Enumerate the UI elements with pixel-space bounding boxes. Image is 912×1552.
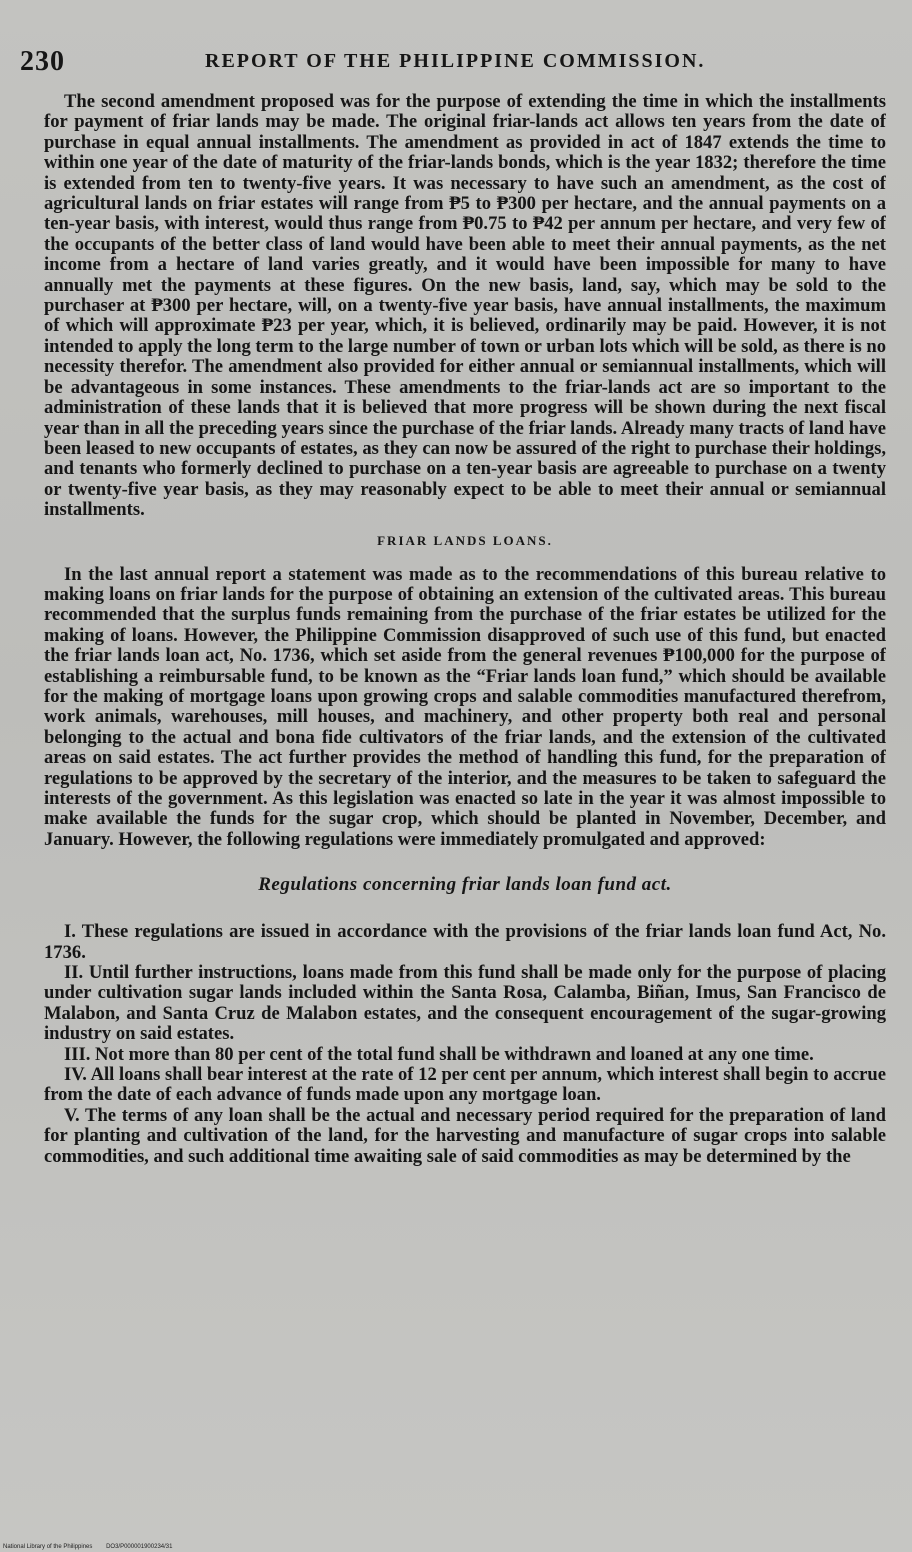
page-number: 230 <box>20 46 65 77</box>
regulation-item: IV. All loans shall bear interest at the rate of 12 per cent per annum, which interest shall begin to accrue from the date of each advance of funds made upon any mortgage loan. <box>44 1064 886 1106</box>
footer-record-id: DO3/P000001900234/31 <box>106 1544 173 1550</box>
scan-footer <box>3 1544 172 1550</box>
regulation-item: V. The terms of any loan shall be the actual and necessary period required for the preparation of land for planting and cultivation of the land, for the harvesting and manufacture of sugar crops into salable commodities, and such additional time awaiting sale of said commodities as may be determined by the <box>44 1104 886 1167</box>
section-heading: FRIAR LANDS LOANS. <box>377 532 553 548</box>
regulation-item: I. These regulations are issued in accordance with the provisions of the friar lands loan fund Act, No. 1736. <box>44 921 886 963</box>
paragraph-loans: In the last annual report a statement was made as to the recommendations of this bureau relative to making loans on friar lands for the purpose of obtaining an extension of the cultivated areas. This bureau recommended that the surplus funds remaining from the purchase of the friar estates be utilized for the making of loans. However, the Philippine Commission disapproved of such use of this fund, but enacted the friar lands loan act, No. 1736, which set aside from the general revenues ₱100,000 for the purpose of establishing a reimbursable fund, to be known as the “Friar lands loan fund,” which should be available for the making of mortgage loans upon growing crops and salable commodities manufactured therefrom, work animals, warehouses, mill houses, and machinery, and other property both real and personal belonging to the actual and bona fide cultivators of the friar lands, and the extension of the cultivated areas on said estates. The act further provides the method of handling this fund, for the preparation of regulations to be approved by the secretary of the interior, and the measures to be taken to safeguard the interests of the government. As this legislation was enacted so late in the year it was almost impossible to make available the funds for the sugar crop, which should be planted in November, December, and January. However, the following regulations were immediately promulgated and approved: <box>44 563 886 850</box>
running-head: REPORT OF THE PHILIPPINE COMMISSION. <box>205 50 706 72</box>
footer-library: National Library of the Philippines <box>3 1544 93 1550</box>
regulations-heading: Regulations concerning friar lands loan fund act. <box>258 874 672 896</box>
page-body <box>44 92 886 1532</box>
regulation-item: III. Not more than 80 per cent of the total fund shall be withdrawn and loaned at any one time. <box>64 1043 814 1065</box>
paragraph-amendment: The second amendment proposed was for the purpose of extending the time in which the installments for payment of friar lands may be made. The original friar-lands act allows ten years from the date of purchase in equal annual installments. The amendment as provided in act of 1847 extends the time to within one year of the date of maturity of the friar-lands bonds, which is the year 1832; therefore the time is extended from ten to twenty-five years. It was necessary to have such an amendment, as the cost of agricultural lands on friar estates will range from ₱5 to ₱300 per hectare, and the annual payments on a ten-year basis, with interest, would thus range from ₱0.75 to ₱42 per annum per hectare, and very few of the occupants of the better class of land would have been able to meet their annual payments, as the net income from a hectare of land varies greatly, and it would have been impossible for many to have annually met the payments at these figures. On the new basis, land, say, which may be sold to the purchaser at ₱300 per hectare, will, on a twenty-five year basis, have annual installments, the maximum of which will approximate ₱23 per year, which, it is believed, ordinarily may be paid. However, it is not intended to apply the long term to the large number of town or urban lots which will be sold, as there is no necessity therefor. The amendment also provided for either annual or semiannual installments, which will be advantageous in some instances. These amendments to the friar-lands act are so important to the administration of these lands that it is believed that more progress will be shown during the next fiscal year than in all the preceding years since the purchase of the friar lands. Already many tracts of land have been leased to new occupants of estates, as they can now be assured of the right to purchase their holdings, and tenants who formerly declined to purchase on a ten-year basis are agreeable to purchase on a twenty or twenty-five year basis, as they may reasonably expect to be able to meet their annual or semiannual installments. <box>44 92 886 521</box>
regulation-item: II. Until further instructions, loans made from this fund shall be made only for the purpose of placing under cultivation sugar lands included within the Santa Rosa, Calamba, Biñan, Imus, San Francisco de Malabon, and Santa Cruz de Malabon estates, and the consequent encouragement of the sugar-growing industry on said estates. <box>44 962 886 1045</box>
page-header <box>20 42 900 82</box>
